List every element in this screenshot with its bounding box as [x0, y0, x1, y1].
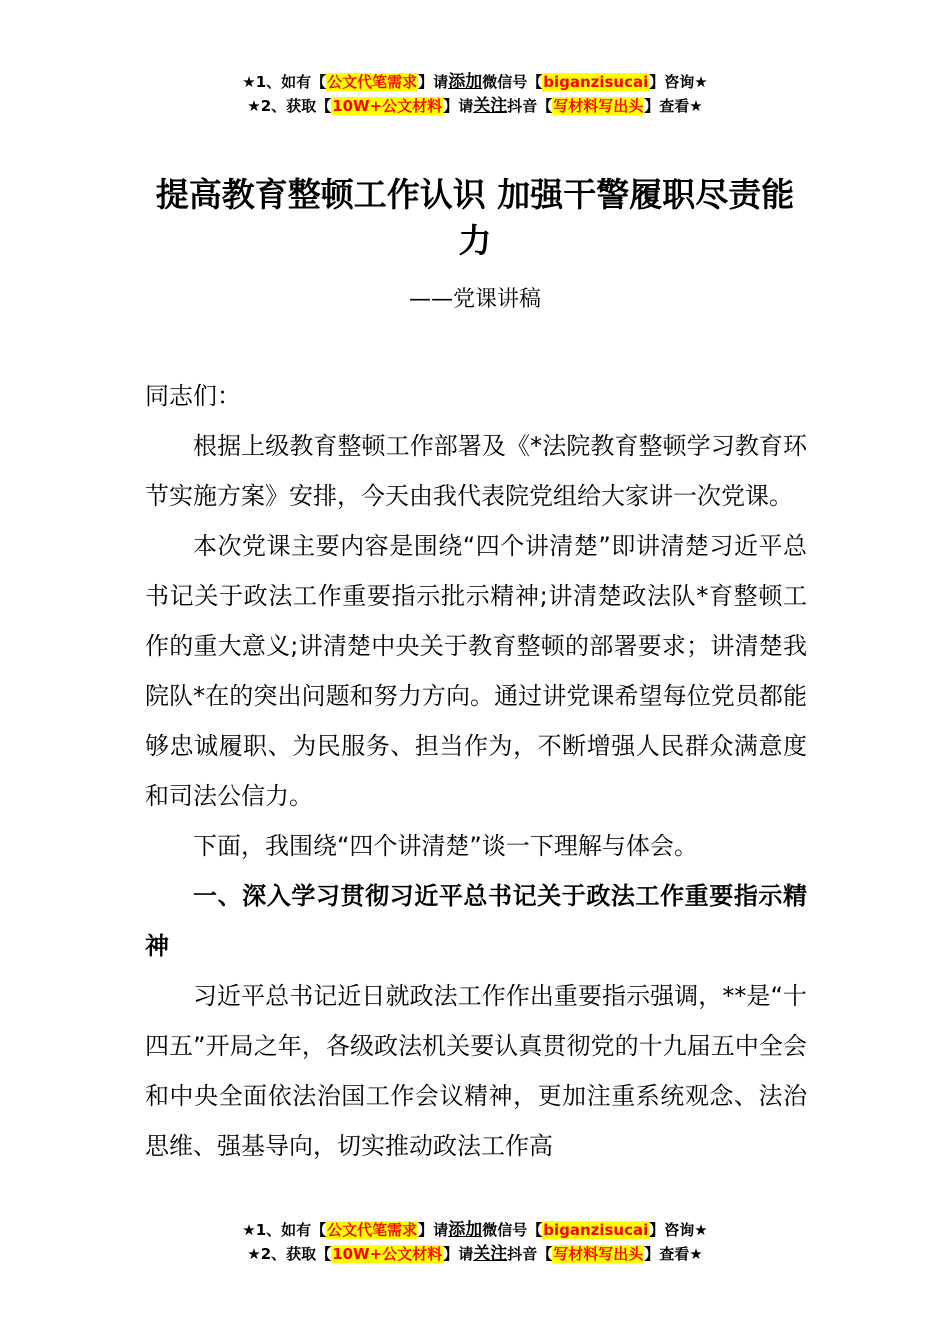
- promo-line-2: [0, 94, 950, 118]
- promo-underline: 添加: [448, 72, 483, 92]
- promo-text: ★1、如有【: [242, 73, 327, 91]
- promo-text: ★1、如有【: [242, 1221, 327, 1239]
- promo-highlight: 写材料写出头: [553, 97, 644, 115]
- promo-text: 】请: [418, 1221, 449, 1239]
- promo-highlight: biganzisucai: [543, 73, 649, 91]
- promo-highlight: 10W+公文材料: [332, 1245, 443, 1263]
- promo-highlight: 10W+公文材料: [332, 97, 443, 115]
- promo-underline: 关注: [473, 1244, 508, 1264]
- promo-text: 微信号【: [482, 73, 543, 91]
- document-title: 提高教育整顿工作认识 加强干警履职尽责能力: [155, 175, 795, 260]
- promo-text: 】查看★: [644, 1245, 703, 1263]
- paragraph: 本次党课主要内容是围绕“四个讲清楚”即讲清楚习近平总书记关于政法工作重要指示批示精神;讲清楚政法队*育整顿工作的重大意义;讲清楚中央关于教育整顿的部署要求；讲清楚我院队*在的突出问题和努力方向。通过讲党课希望每位党员都能够忠诚履职、为民服务、担当作为，不断增强人民群众满意度和司法公信力。: [145, 532, 807, 810]
- promo-banner-bottom: [0, 1218, 950, 1266]
- paragraph: 根据上级教育整顿工作部署及《*法院教育整顿学习教育环节实施方案》安排，今天由我代表院党组给大家讲一次党课。: [145, 432, 807, 510]
- promo-underline: 关注: [473, 96, 508, 116]
- paragraph: 习近平总书记近日就政法工作作出重要指示强调，**是“十四五”开局之年，各级政法机关要认真贯彻党的十九届五中全会和中央全面依法治国工作会议精神，更加注重系统观念、法治思维、强基导向，切实推动政法工作高: [145, 982, 807, 1160]
- promo-highlight: 写材料写出头: [553, 1245, 644, 1263]
- promo-text: 抖音【: [507, 1245, 553, 1263]
- promo-highlight: 公文代笔需求: [327, 73, 418, 91]
- promo-text: ★2、获取【: [247, 1245, 332, 1263]
- promo-highlight: biganzisucai: [543, 1221, 649, 1239]
- greeting: 同志们：: [145, 382, 241, 410]
- promo-text: 】咨询★: [649, 1221, 708, 1239]
- promo-underline: 添加: [448, 1220, 483, 1240]
- promo-banner-top: [0, 70, 950, 118]
- promo-text: ★2、获取【: [247, 97, 332, 115]
- document-body: [145, 371, 807, 1171]
- promo-line-1: [0, 70, 950, 94]
- promo-text: 抖音【: [507, 97, 553, 115]
- promo-text: 微信号【: [482, 1221, 543, 1239]
- promo-text: 】请: [418, 73, 449, 91]
- promo-text: 】查看★: [644, 97, 703, 115]
- promo-text: 】请: [443, 97, 474, 115]
- paragraph: 下面，我围绕“四个讲清楚”谈一下理解与体会。: [193, 832, 698, 860]
- promo-text: 】请: [443, 1245, 474, 1263]
- section-heading: 一、深入学习贯彻习近平总书记关于政法工作重要指示精神: [145, 882, 807, 960]
- promo-text: 】咨询★: [649, 73, 708, 91]
- promo-line-2: [0, 1242, 950, 1266]
- document-subtitle: ——党课讲稿: [408, 287, 541, 312]
- promo-highlight: 公文代笔需求: [327, 1221, 418, 1239]
- promo-line-1: [0, 1218, 950, 1242]
